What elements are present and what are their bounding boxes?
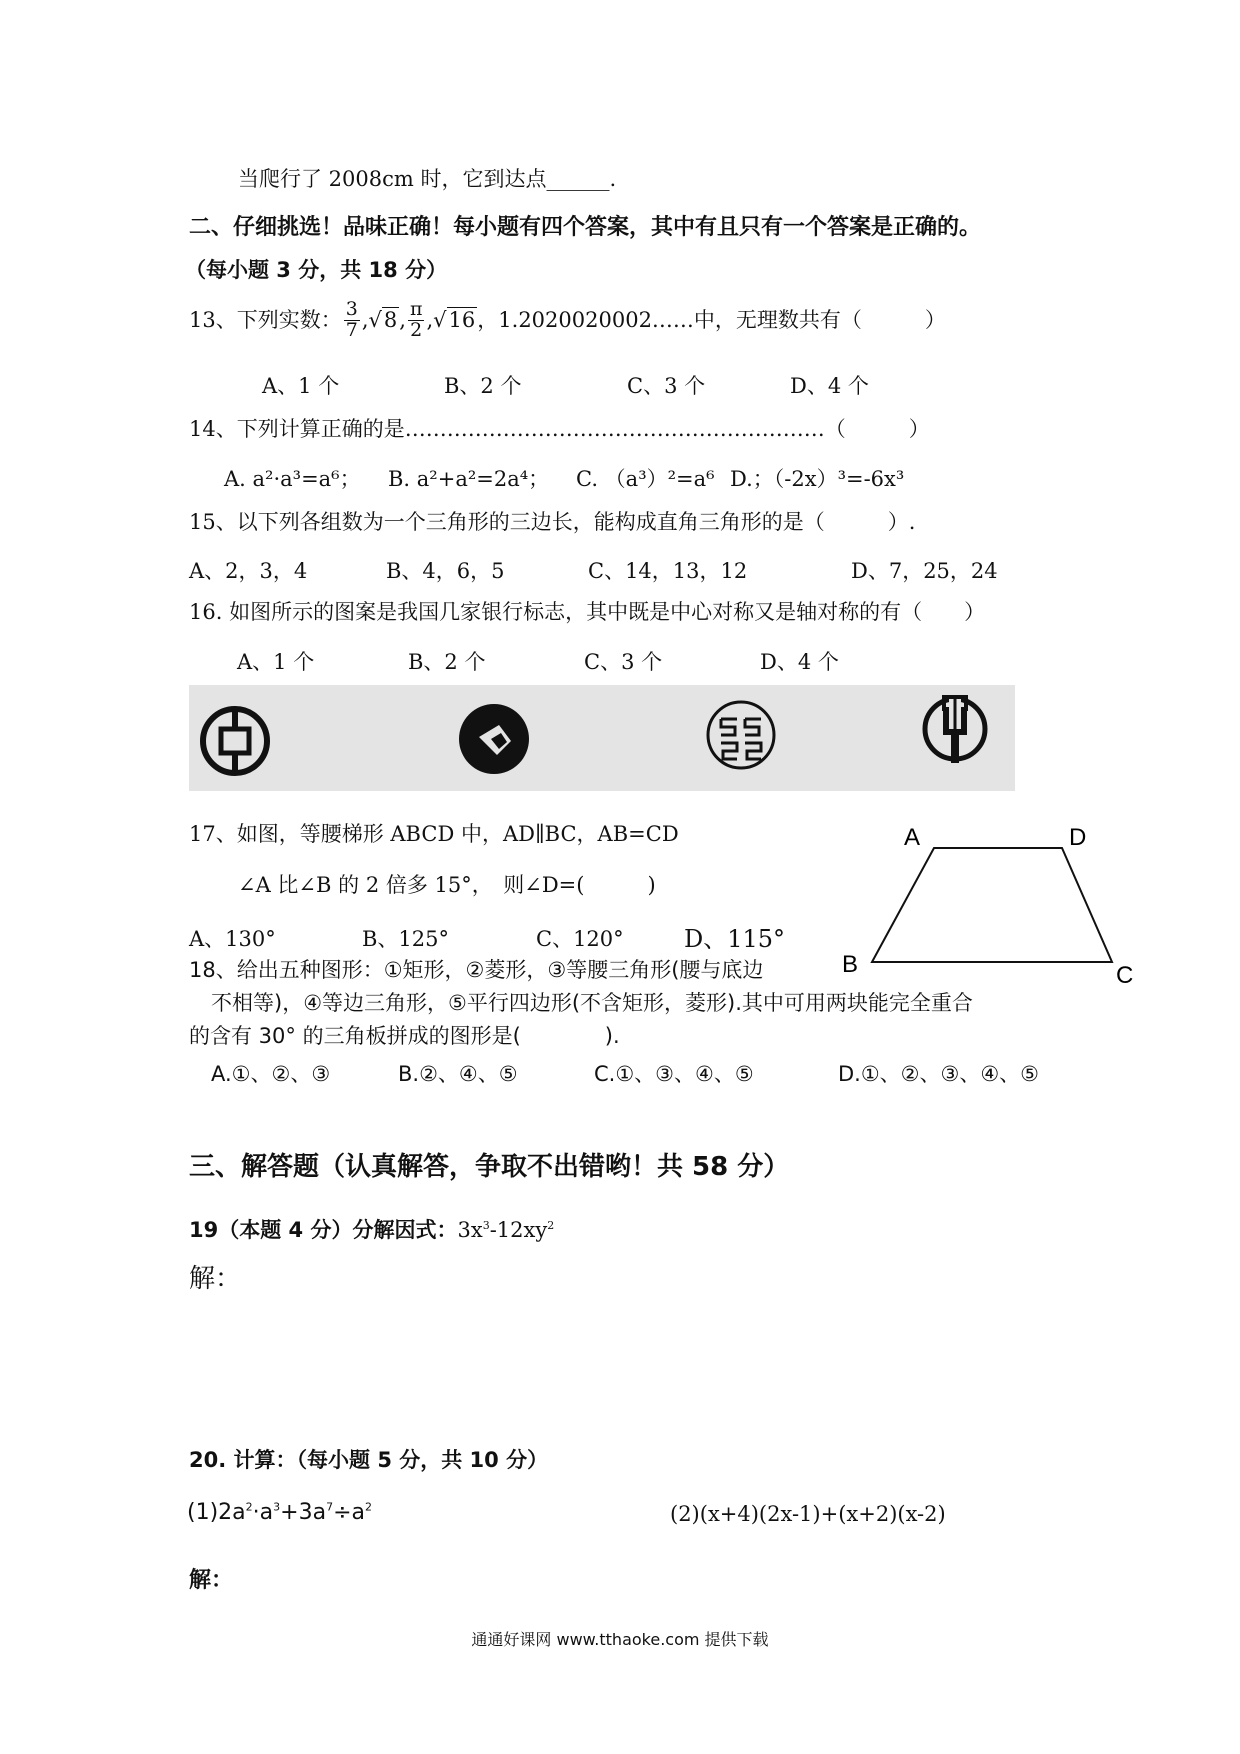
q12-tail-text: 当爬行了 2008cm 时，它到达点______.	[238, 167, 617, 191]
section2-score: （每小题 3 分，共 18 分）	[185, 258, 448, 282]
section2-title: 二、仔细挑选！品味正确！每小题有四个答案，其中有且只有一个答案是正确的。	[189, 215, 982, 240]
q15-option-a: A、2，3，4	[189, 559, 308, 583]
vertex-label-d: D	[1069, 824, 1087, 851]
q13-frac2-den: 2	[410, 318, 423, 341]
q20-part1	[187, 1500, 372, 1526]
vertex-label-b: B	[842, 951, 859, 978]
q18-line3: 的含有 30° 的三角板拼成的图形是( ).	[189, 1024, 620, 1048]
q13-comma: ,	[399, 307, 406, 332]
bank-logo-communications-icon	[925, 697, 985, 763]
q13-comma: ,	[426, 307, 434, 332]
q15-option-d: D、7，25，24	[851, 559, 998, 583]
q13-stem	[189, 300, 946, 341]
q13-prefix: 13、下列实数：	[189, 307, 342, 332]
q20-p1-b: ·a	[252, 1500, 274, 1525]
vertex-label-a: A	[904, 824, 921, 851]
q18-option-b: B.②、④、⑤	[398, 1062, 518, 1086]
q20-p1-a: (1)2a	[187, 1500, 246, 1525]
q14-option-c: C. （a³）²=a⁶	[576, 467, 715, 491]
q17-option-d: D、115°	[684, 925, 786, 953]
q20-p1-d: ÷a	[333, 1500, 365, 1525]
q19-expr-sup2: 2	[547, 1219, 555, 1232]
q14-option-a: A. a²·a³=a⁶；	[224, 467, 361, 491]
trapezoid-abcd-figure	[840, 815, 1150, 995]
q16-option-a: A、1 个	[237, 650, 315, 674]
q13-sqrt16: √16	[433, 307, 476, 332]
q19-line	[189, 1218, 554, 1243]
q16-option-c: C、3 个	[584, 650, 663, 674]
q14-option-d: D.；（-2x）³=-6x³	[730, 467, 905, 491]
q18-option-a: A.①、②、③	[211, 1062, 331, 1086]
q13-comma: ,	[361, 307, 369, 332]
q19-expr	[457, 1218, 554, 1242]
q18-option-c: C.①、③、④、⑤	[594, 1062, 754, 1086]
bank-logo-construction-icon	[459, 704, 529, 774]
q20-p1-c: +3a	[280, 1500, 327, 1525]
q17-line2: ∠A 比∠B 的 2 倍多 15°， 则∠D=( )	[238, 873, 656, 897]
q14-stem: 14、下列计算正确的是……………………………………………………（ ）	[189, 417, 930, 441]
bank-logos-figure	[189, 685, 1015, 791]
q16-option-b: B、2 个	[408, 650, 486, 674]
q20-p1-s4: 2	[364, 1500, 372, 1514]
q15-stem: 15、以下列各组数为一个三角形的三边长，能构成直角三角形的是（ ）.	[189, 510, 916, 534]
q15-option-c: C、14，13，12	[588, 559, 748, 583]
q19-answer-label: 解：	[189, 1264, 242, 1294]
q13-frac-3-7	[344, 300, 360, 341]
q16-option-d: D、4 个	[760, 650, 839, 674]
q13-frac1-num: 3	[345, 298, 358, 320]
q13-suffix: ，1.2020020002……中，无理数共有（ ）	[477, 307, 946, 332]
q20-part2: (2)(x+4)(2x-1)+(x+2)(x-2)	[670, 1502, 946, 1526]
q18-option-d: D.①、②、③、④、⑤	[838, 1062, 1039, 1086]
q13-sqrt8-arg: 8	[383, 307, 398, 332]
q17-option-a: A、130°	[189, 927, 276, 951]
q17-option-b: B、125°	[362, 927, 450, 951]
section3-title: 三、解答题（认真解答，争取不出错哟！共 58 分）	[189, 1152, 790, 1182]
q19-expr-sup1: 3	[482, 1219, 490, 1232]
bank-logo-agricultural-icon	[708, 702, 774, 768]
q13-sqrt8: √8	[368, 307, 398, 332]
q13-frac1-den: 7	[345, 318, 358, 341]
q13-frac2-num: π	[409, 298, 423, 320]
q20-p1-s3: 7	[326, 1500, 334, 1514]
q18-line1: 18、给出五种图形：①矩形，②菱形，③等腰三角形(腰与底边	[189, 958, 764, 982]
bank-logos-svg	[189, 685, 1015, 791]
q17-stem: 17、如图，等腰梯形 ABCD 中，AD∥BC，AB=CD	[189, 822, 679, 846]
vertex-label-c: C	[1116, 962, 1134, 989]
q13-frac-pi-2	[408, 300, 425, 341]
trapezoid-shape	[872, 848, 1112, 962]
q19-head: 19（本题 4 分）分解因式：	[189, 1218, 458, 1242]
bank-logo-icbc-icon	[203, 709, 267, 773]
q20-head: 20. 计算：（每小题 5 分，共 10 分）	[189, 1448, 549, 1472]
q13-option-c: C、3 个	[627, 374, 706, 398]
q13-option-b: B、2 个	[444, 374, 522, 398]
q20-answer-label: 解：	[189, 1568, 234, 1593]
page-footer: 通通好课网 www.tthaoke.com 提供下载	[471, 1630, 769, 1649]
q20-p1-s2: 3	[273, 1500, 281, 1514]
q19-expr-pre: 3x	[457, 1218, 483, 1242]
q18-line2: 不相等)，④等边三角形，⑤平行四边形(不含矩形，菱形).其中可用两块能完全重合	[211, 991, 973, 1015]
q13-sqrt16-arg: 16	[448, 307, 476, 332]
q16-stem: 16. 如图所示的图案是我国几家银行标志，其中既是中心对称又是轴对称的有（ ）	[189, 600, 986, 624]
q13-option-d: D、4 个	[790, 374, 869, 398]
q15-option-b: B、4，6，5	[386, 559, 505, 583]
q20-p1-s1: 2	[245, 1500, 253, 1514]
q13-option-a: A、1 个	[262, 374, 340, 398]
trapezoid-svg	[840, 815, 1150, 995]
q14-option-b: B. a²+a²=2a⁴；	[388, 467, 550, 491]
q17-option-c: C、120°	[536, 927, 624, 951]
q19-expr-mid: -12xy	[489, 1218, 548, 1242]
